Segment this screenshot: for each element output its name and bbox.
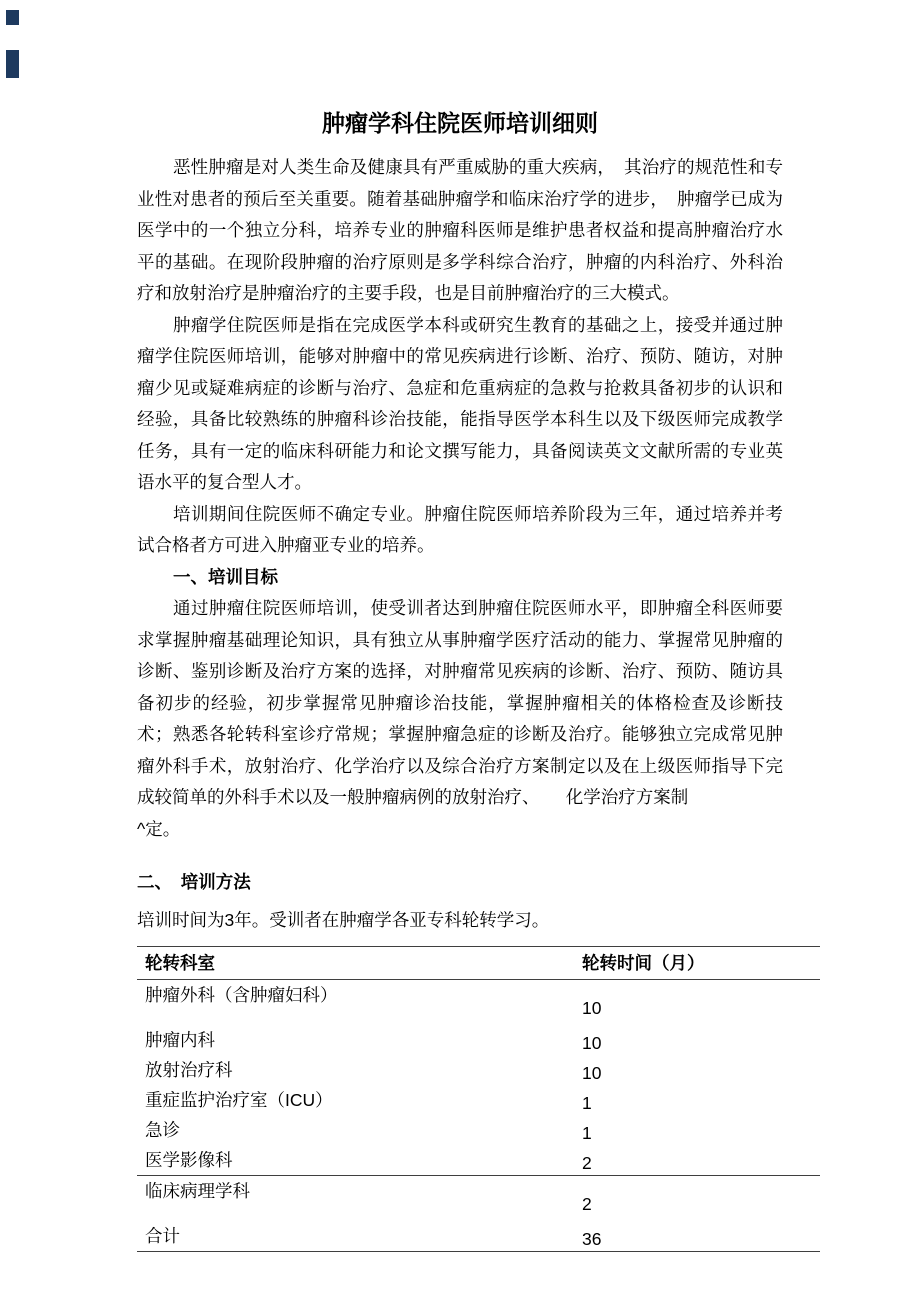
table-row [137,1115,820,1145]
table-cell-department: 肿瘤内科 [145,1030,215,1050]
table-cell-department: 临床病理学科 [145,1181,250,1201]
table-cell-months: 10 [582,998,602,1018]
rotation-schedule-table [137,946,820,1252]
table-cell-department: 合计 [145,1226,180,1246]
table-cell-months: 2 [582,1194,592,1214]
table-cell-department: 放射治疗科 [145,1060,233,1080]
table-row [137,1085,820,1115]
table-cell-months: 1 [582,1123,592,1143]
table-row-total [137,1221,820,1252]
document-title: 肿瘤学科住院医师培训细则 [322,110,598,136]
table-cell-months: 1 [582,1093,592,1113]
table-cell-months: 2 [582,1153,592,1173]
table-row [137,1025,820,1055]
table-header-department: 轮转科室 [145,953,215,973]
section-heading-training-goals: 一、培训目标 [173,566,278,587]
section-heading-training-methods: 二、 培训方法 [137,872,251,892]
table-cell-months: 36 [582,1229,602,1249]
paragraph-intro-1: 恶性肿瘤是对人类生命及健康具有严重威胁的重大疾病， 其治疗的规范性和专业性对患者的预后至关重要。随着基础肿瘤学和临床治疗学的进步， 肿瘤学已成为医学中的一个独立分科，培养专业的肿瘤科医师是维护患者权益和提高肿瘤治疗水平的基础。在现阶段肿瘤的治疗原则是多学科综合治疗，肿瘤的内科治疗、外科治疗和放射治疗是肿瘤治疗的主要手段，也是目前肿瘤治疗的三大模式。 [137,157,783,303]
paragraph-goals-tail: ^定。 [137,818,181,839]
table-row [137,1145,820,1176]
table-cell-department: 医学影像科 [145,1150,233,1170]
table-header-duration: 轮转时间（月） [582,953,705,973]
page-corner-artifact-bottom [6,50,19,78]
table-row [137,1055,820,1085]
table-cell-department: 肿瘤外科（含肿瘤妇科） [145,985,338,1005]
table-row [137,1176,820,1221]
table-cell-department: 重症监护治疗室（ICU） [145,1090,333,1110]
paragraph-intro-2: 肿瘤学住院医师是指在完成医学本科或研究生教育的基础之上，接受并通过肿瘤学住院医师培训，能够对肿瘤中的常见疾病进行诊断、治疗、预防、随访，对肿瘤少见或疑难病症的诊断与治疗、急症和危重病症的急救与抢救具备初步的认识和经验，具备比较熟练的肿瘤科诊治技能，能指导医学本科生以及下级医师完成教学任务，具有一定的临床科研能力和论文撰写能力，具备阅读英文文献所需的专业英语水平的复合型人才。 [137,314,783,492]
table-cell-department: 急诊 [145,1120,180,1140]
table-cell-months: 10 [582,1063,602,1083]
table-header-row [137,947,820,980]
table-cell-months: 10 [582,1033,602,1053]
page-corner-artifact-top [6,10,19,25]
paragraph-rotation-intro: 培训时间为3年。受训者在肿瘤学各亚专科轮转学习。 [137,909,550,930]
table-row [137,980,820,1025]
paragraph-intro-3: 培训期间住院医师不确定专业。肿瘤住院医师培养阶段为三年，通过培养并考试合格者方可进入肿瘤亚专业的培养。 [137,503,783,555]
paragraph-goals-body: 通过肿瘤住院医师培训，使受训者达到肿瘤住院医师水平，即肿瘤全科医师要求掌握肿瘤基础理论知识，具有独立从事肿瘤学医疗活动的能力、掌握常见肿瘤的诊断、鉴别诊断及治疗方案的选择，对肿瘤常见疾病的诊断、治疗、预防、随访具备初步的经验，初步掌握常见肿瘤诊治技能，掌握肿瘤相关的体格检查及诊断技术；熟悉各轮转科室诊疗常规；掌握肿瘤急症的诊断及治疗。能够独立完成常见肿瘤外科手术，放射治疗、化学治疗以及综合治疗方案制定以及在上级医师指导下完成较简单的外科手术以及一般肿瘤病例的放射治疗、 化学治疗方案制 [137,598,783,807]
